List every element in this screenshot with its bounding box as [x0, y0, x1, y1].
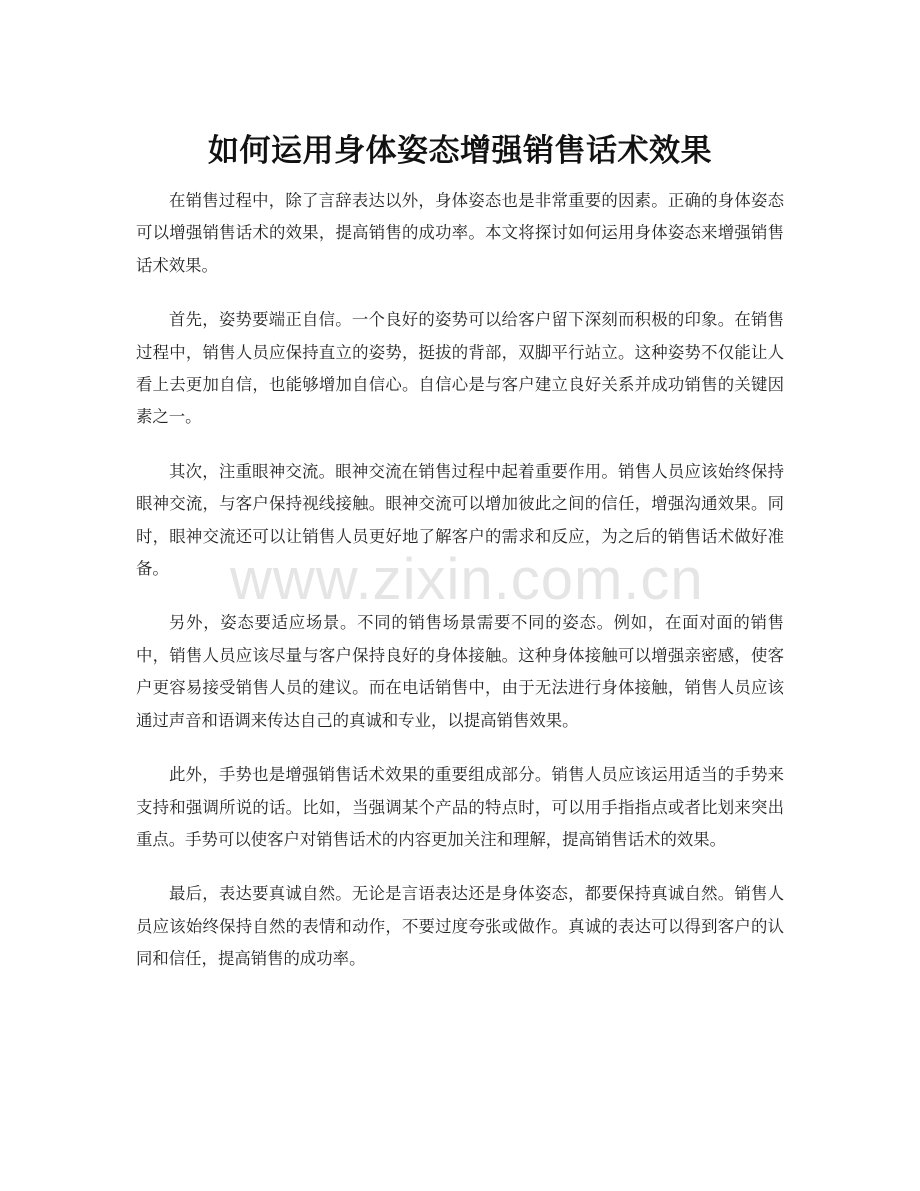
paragraph-posture: 首先，姿势要端正自信。一个良好的姿势可以给客户留下深刻而积极的印象。在销售过程中，销售人员应保持直立的姿势，挺拔的背部，双脚平行站立。这种姿势不仅能让人看上去更加自信，也能够增加自信心。自信心是与客户建立良好关系并成功销售的关键因素之一。 [136, 310, 784, 427]
paragraph-scene: 另外，姿态要适应场景。不同的销售场景需要不同的姿态。例如，在面对面的销售中，销售人员应该尽量与客户保持良好的身体接触。这种身体接触可以增强亲密感，使客户更容易接受销售人员的建议。而在电话销售中，由于无法进行身体接触，销售人员应该通过声音和语调来传达自己的真诚和专业，以提高销售效果。 [136, 613, 784, 730]
paragraph-intro: 在销售过程中，除了言辞表达以外，身体姿态也是非常重要的因素。正确的身体姿态可以增强销售话术的效果，提高销售的成功率。本文将探讨如何运用身体姿态来增强销售话术效果。 [136, 191, 784, 275]
paragraph-eye-contact: 其次，注重眼神交流。眼神交流在销售过程中起着重要作用。销售人员应该始终保持眼神交流，与客户保持视线接触。眼神交流可以增加彼此之间的信任，增强沟通效果。同时，眼神交流还可以让销售人员更好地了解客户的需求和反应，为之后的销售话术做好准备。 [136, 461, 784, 579]
document-body [136, 185, 784, 998]
paragraph-sincerity: 最后，表达要真诚自然。无论是言语表达还是身体姿态，都要保持真诚自然。销售人员应该始终保持自然的表情和动作，不要过度夸张或做作。真诚的表达可以得到客户的认同和信任，提高销售的成功率。 [136, 884, 784, 969]
document-title: 如何运用身体姿态增强销售话术效果 [208, 132, 712, 169]
watermark-text: www.zixin.com.cn [230, 547, 704, 612]
paragraph-gestures: 此外，手势也是增强销售话术效果的重要组成部分。销售人员应该运用适当的手势来支持和强调所说的话。比如，当强调某个产品的特点时，可以用手指指点或者比划来突出重点。手势可以使客户对销售话术的内容更加关注和理解，提高销售话术的效果。 [136, 765, 784, 849]
